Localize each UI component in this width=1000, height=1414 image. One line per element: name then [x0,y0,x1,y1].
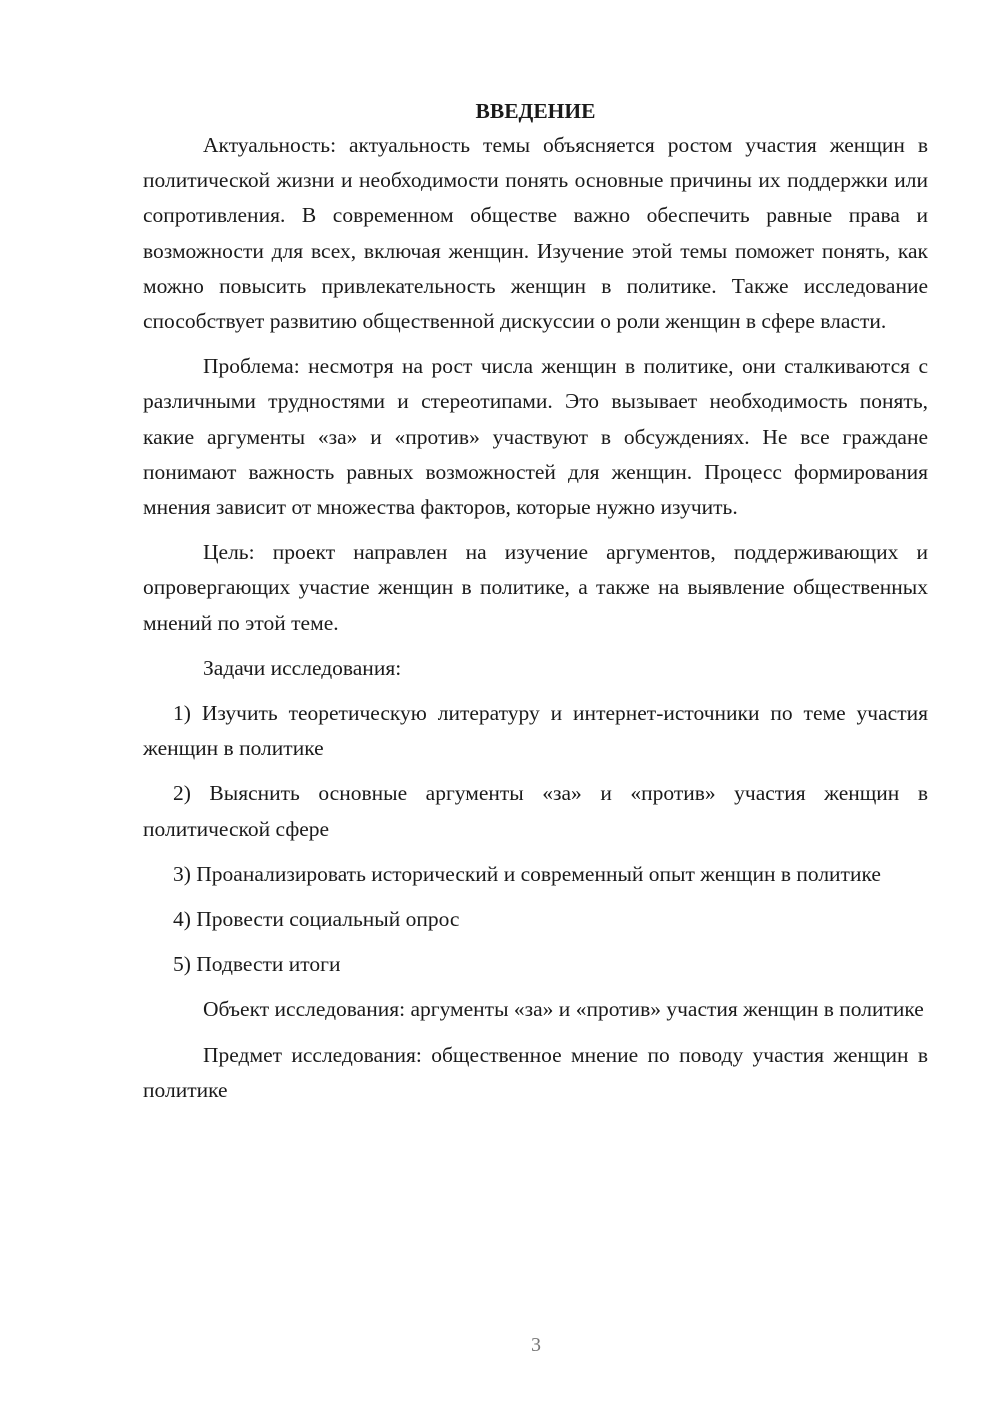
task-item: 3) Проанализировать исторический и современный опыт женщин в политике [173,861,881,886]
problem-paragraph: Проблема: несмотря на рост числа женщин в политике, они сталкиваются с различными трудностями и стереотипами. Это вызывает необходимость понять, какие аргументы «за» и «против» участвуют в обсуждениях. Не все граждане понимают важность равных возможностей для женщин. Процесс формирования мнения зависит от множества факторов, которые нужно изучить. [143,354,928,520]
page-content [143,96,928,1118]
subject-paragraph: Предмет исследования: общественное мнение по поводу участия женщин в политике [143,1042,928,1102]
task-item: 2) Выяснить основные аргументы «за» и «против» участия женщин в политической сфере [143,781,928,841]
task-item: 5) Подвести итоги [173,952,341,977]
goal-paragraph: Цель: проект направлен на изучение аргументов, поддерживающих и опровергающих участие женщин в политике, а также на выявление общественных мнений по этой теме. [143,540,928,635]
section-title: ВВЕДЕНИЕ [475,99,596,123]
page-number: 3 [531,1334,541,1356]
task-item: 4) Провести социальный опрос [173,907,460,932]
relevance-paragraph: Актуальность: актуальность темы объясняется ростом участия женщин в политической жизни и необходимости понять основные причины их поддержки или сопротивления. В современном обществе важно обеспечить равные права и возможности для всех, включая женщин. Изучение этой темы поможет понять, как можно повысить привлекательность женщин в политике. Также исследование способствует развитию общественной дискуссии о роли женщин в сфере власти. [143,133,928,334]
tasks-heading: Задачи исследования: [203,655,402,680]
task-item: 1) Изучить теоретическую литературу и интернет-источники по теме участия женщин в политике [143,701,928,761]
object-paragraph: Объект исследования: аргументы «за» и «против» участия женщин в политике [203,997,924,1022]
